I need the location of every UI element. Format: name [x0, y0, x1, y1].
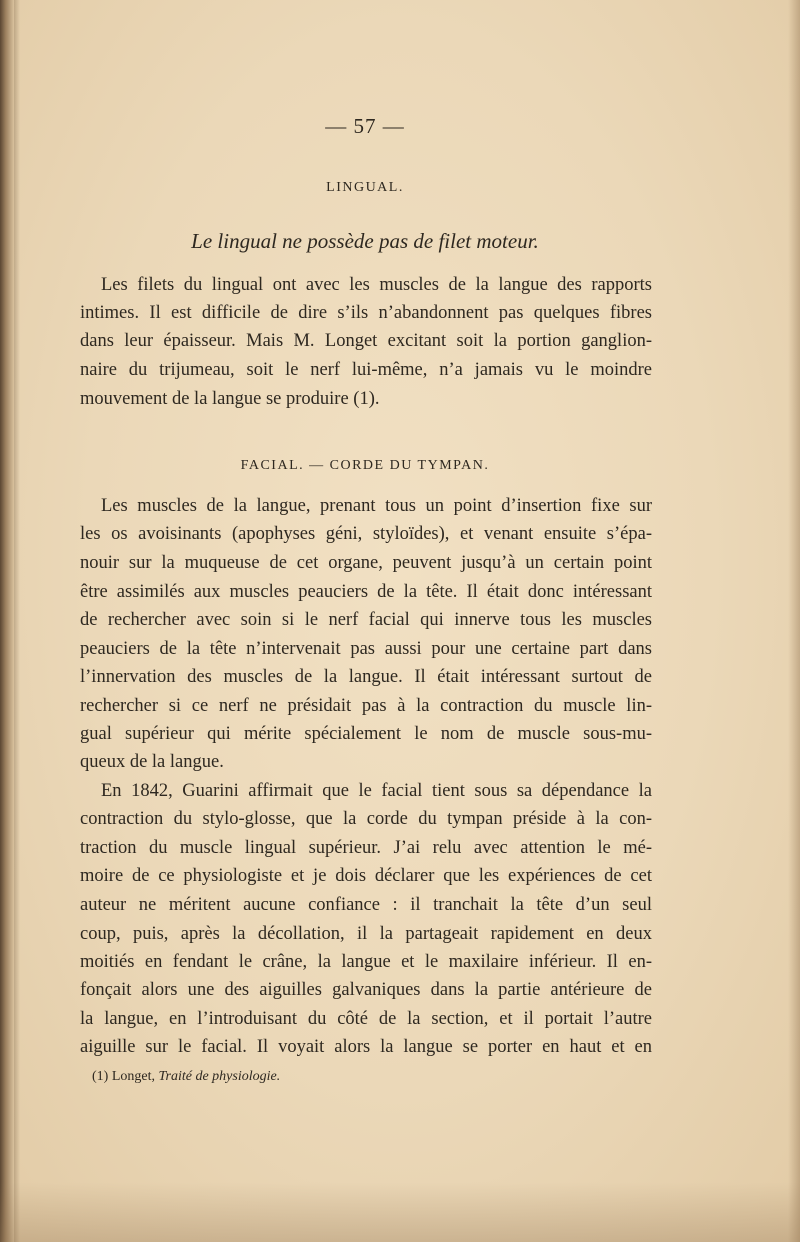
- text-line: queux de la langue.: [80, 752, 224, 772]
- text-line: coup, puis, après la décollation, il la partageait rapidement en deux: [80, 924, 652, 944]
- page-right-edge: [788, 0, 800, 1242]
- text-line: gual supérieur qui mérite spécialement le nom de muscle sous-mu-: [80, 724, 652, 744]
- text-line: auteur ne méritent aucune confiance : il tranchait la tête d’un seul: [80, 895, 652, 915]
- page-bottom-edge: [0, 1182, 800, 1242]
- footnote-author: Longet,: [111, 1069, 155, 1084]
- text-line: moire de ce physiologiste et je dois déclarer que les expériences de cet: [80, 866, 652, 886]
- text-line: la langue, en l’introduisant du côté de la section, et il portait l’autre: [80, 1009, 652, 1029]
- text-line: les os avoisinants (apophyses géni, styloïdes), et venant ensuite s’épa-: [80, 524, 652, 544]
- text-line: Les filets du lingual ont avec les muscles de la langue des rapports: [101, 275, 652, 295]
- text-line: traction du muscle lingual supérieur. J’ai relu avec attention le mé-: [80, 838, 652, 858]
- text-line: l’innervation des muscles de la langue. Il était intéressant surtout de: [80, 667, 652, 687]
- text-line: fonçait alors une des aiguilles galvaniques dans la partie antérieure de: [80, 980, 652, 1000]
- text-line: contraction du stylo-glosse, que la corde du tympan préside à la con-: [80, 809, 652, 829]
- text-line: peauciers de la tête n’intervenait pas aussi pour une certaine part dans: [80, 639, 652, 659]
- text-line: Les muscles de la langue, prenant tous un point d’insertion fixe sur: [101, 496, 652, 516]
- text-line: mouvement de la langue se produire (1).: [80, 389, 380, 409]
- text-line: dans leur épaisseur. Mais M. Longet excitant soit la portion ganglion-: [80, 331, 652, 351]
- text-line: aiguille sur le facial. Il voyait alors la langue se porter en haut et en: [80, 1037, 652, 1057]
- section-heading-facial: FACIAL. — CORDE DU TYMPAN.: [240, 458, 490, 473]
- footnote-title: Traité de physiologie.: [158, 1069, 281, 1084]
- section-heading-lingual: LINGUAL.: [326, 180, 404, 195]
- footnote: [92, 1069, 280, 1085]
- text-line: moitiés en fendant le crâne, la langue et le maxilaire inférieur. Il en-: [80, 952, 652, 972]
- text-line: naire du trijumeau, soit le nerf lui-même, n’a jamais vu le moindre: [80, 360, 652, 380]
- text-line: nouir sur la muqueuse de cet organe, peuvent jusqu’à un certain point: [80, 553, 652, 573]
- text-line: de rechercher avec soin si le nerf facial qui innerve tous les muscles: [80, 610, 652, 630]
- section-subtitle: Le lingual ne possède pas de filet moteur.: [191, 229, 539, 253]
- page-number: — 57 —: [325, 114, 405, 138]
- text-line: En 1842, Guarini affirmait que le facial tient sous sa dépendance la: [101, 781, 652, 801]
- footnote-marker: (1): [92, 1069, 109, 1084]
- text-line: intimes. Il est difficile de dire s’ils n’abandonnent pas quelques fibres: [80, 303, 652, 323]
- text-line: rechercher si ce nerf ne présidait pas à la contraction du muscle lin-: [80, 696, 652, 716]
- text-line: être assimilés aux muscles peauciers de la tête. Il était donc intéressant: [80, 582, 652, 602]
